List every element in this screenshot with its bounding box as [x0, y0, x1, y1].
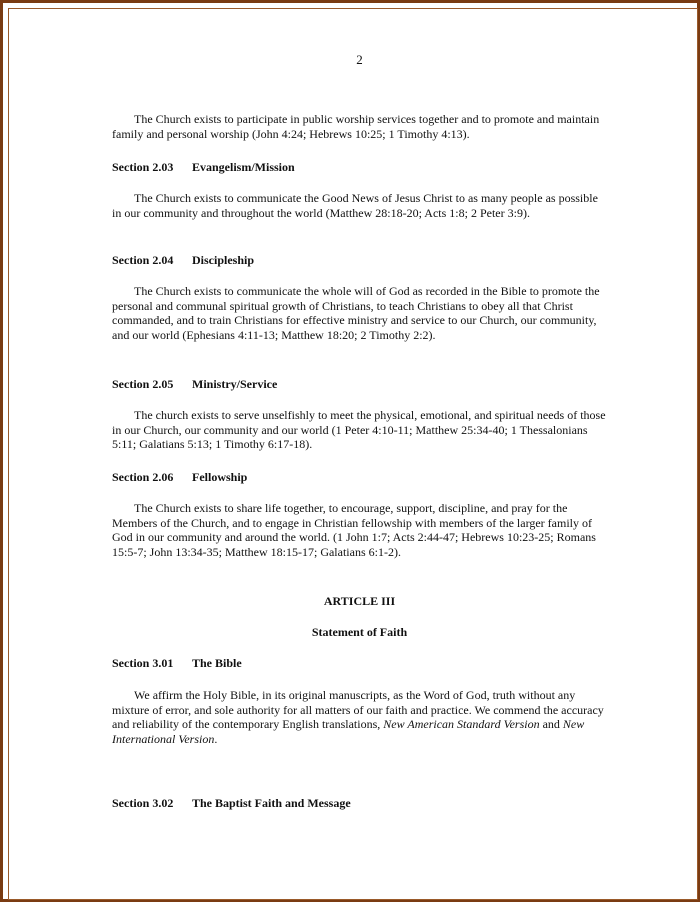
bible-conjunction: and [539, 717, 563, 731]
bible-end: . [214, 731, 218, 746]
section-number: Section 2.05 [112, 377, 174, 391]
paragraph-evangelism: The Church exists to communicate the Good News of Jesus Christ to as many people as possible in our community and throughout the world (Matthew 28:18-20; Acts 1:8; 2 Peter 3:9). [112, 191, 598, 220]
section-heading-2-04 [112, 253, 607, 268]
page-number: 2 [356, 52, 363, 67]
section-title: The Bible [192, 656, 242, 670]
paragraph-discipleship: The Church exists to communicate the whole will of God as recorded in the Bible to promote the personal and communal spiritual growth of Christians, to teach Christians to obey all that Christ commanded, and to train Christians for effective ministry and service to our Church, our community, and our world (Ephesians 4:11-13; Matthew 18:20; 2 Timothy 2:2). [112, 284, 600, 342]
section-heading-3-01 [112, 656, 607, 671]
article-subheading: Statement of Faith [311, 625, 408, 639]
section-title: Evangelism/Mission [192, 160, 295, 174]
paragraph-fellowship: The Church exists to share life together, to encourage, support, discipline, and pray for the Members of the Church, and to engage in Christian fellowship with members of the larger family of God in our community and around the world. (1 John 1:7; Acts 2:44-47; Hebrews 10:23-25; Romans 15:5-7; John 13:34-35; Matthew 18:15-17; Galatians 6:1-2). [112, 501, 596, 559]
section-heading-3-02 [112, 796, 607, 811]
bible-text: We affirm the Holy Bible, in its original manuscripts, as the Word of God, truth without any mixture of error, and sole authority for all matters of our faith and practice. We commend the accuracy and reliability of the contemporary English translations, [112, 688, 604, 731]
section-heading-2-06 [112, 470, 607, 485]
section-heading-2-03 [112, 160, 607, 175]
paragraph-ministry: The church exists to serve unselfishly to meet the physical, emotional, and spiritual needs of those in our Church, our community and our world (1 Peter 4:10-11; Matthew 25:34-40; 1 Thessalonians 5:11; Galatians 5:13; 1 Timothy 6:17-18). [112, 408, 606, 451]
section-number: Section 3.01 [112, 656, 174, 670]
section-number: Section 3.02 [112, 796, 174, 810]
section-number: Section 2.04 [112, 253, 174, 267]
translation-name: New American Standard Version [383, 717, 540, 731]
paragraph-bible [112, 688, 607, 746]
section-heading-2-05 [112, 377, 607, 392]
translation-name: New International Version [112, 717, 585, 746]
document-page [8, 8, 698, 900]
section-title: Fellowship [192, 470, 248, 484]
article-heading: ARTICLE III [323, 594, 396, 608]
section-title: The Baptist Faith and Message [192, 796, 351, 810]
section-title: Discipleship [192, 253, 255, 267]
paragraph-worship: The Church exists to participate in public worship services together and to promote and maintain family and personal worship (John 4:24; Hebrews 10:25; 1 Timothy 4:13). [112, 112, 600, 141]
section-number: Section 2.03 [112, 160, 174, 174]
section-number: Section 2.06 [112, 470, 174, 484]
section-title: Ministry/Service [192, 377, 278, 391]
